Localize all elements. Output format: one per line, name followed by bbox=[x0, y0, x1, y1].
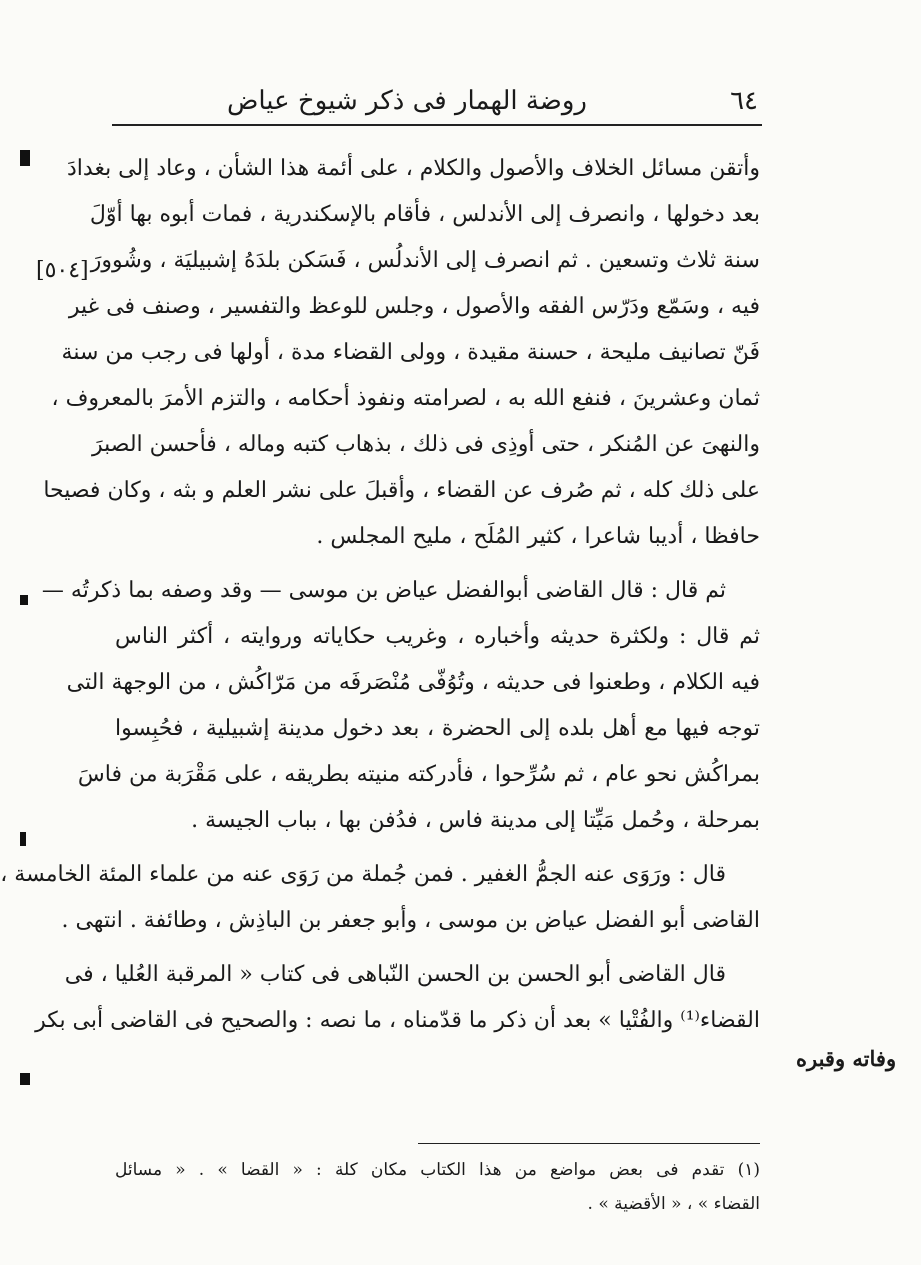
scan-mark bbox=[20, 1073, 30, 1085]
text-line: القاضى أبو الفضل عياض بن موسى ، وأبو جعفر بن الباذِش ، وطائفة . انتهى . bbox=[61, 908, 760, 933]
text-line: توجه فيها مع أهل بلده إلى الحضرة ، بعد دخول مدينة إشبيلية ، فحُبِسوا bbox=[115, 716, 760, 741]
margin-reference: [٥٠٤] bbox=[36, 258, 89, 283]
text-line: ثمان وعشرينَ ، فنفع الله به ، لصرامته ونفوذ أحكامه ، والتزم الأمرَ بالمعروف ، bbox=[51, 386, 760, 411]
text-line: بعد دخولها ، وانصرف إلى الأندلس ، فأقام بالإسكندرية ، فمات أبوه بها أوّلَ bbox=[89, 202, 760, 227]
footnote-line: القضاء » ، « الأقضية » . bbox=[587, 1194, 760, 1214]
text-line: فَنّ تصانيف مليحة ، حسنة مقيدة ، وولى القضاء مدة ، أولها فى رجب من سنة bbox=[61, 340, 760, 365]
text-line: فيه الكلام ، وطعنوا فى حديثه ، وتُوُفّى مُنْصَرفَه من مَرّاكُش ، من الوجهة التى bbox=[66, 670, 760, 695]
page-header bbox=[112, 84, 762, 126]
paragraph bbox=[41, 568, 760, 844]
text-line: ثم قال : ولكثرة حديثه وأخباره ، وغريب حكاياته وروايته ، أكثر الناس bbox=[115, 624, 760, 649]
paragraph bbox=[35, 952, 760, 1044]
running-title: روضة الهمار فى ذكر شيوخ عياض bbox=[226, 86, 587, 116]
text-line: سنة ثلاث وتسعين . ثم انصرف إلى الأندلُس ، فَسَكن بلدَهُ إشبيليَة ، وشُوورَ bbox=[90, 248, 760, 273]
scan-mark bbox=[20, 832, 26, 846]
text-line: القضاء⁽¹⁾ والفُتْيا » بعد أن ذكر ما قدّمناه ، ما نصه : والصحيح فى القاضى أبى بكر bbox=[35, 1008, 760, 1033]
scan-mark bbox=[20, 150, 30, 166]
text-line: قال : ورَوَى عنه الجمُّ الغفير . فمن جُملة من رَوَى عنه من علماء المئة الخامسة ، bbox=[0, 862, 726, 887]
text-line: وأتقن مسائل الخلاف والأصول والكلام ، على أئمة هذا الشأن ، وعاد إلى بغدادَ bbox=[67, 156, 760, 181]
text-line: بمرحلة ، وحُمل مَيِّتا إلى مدينة فاس ، فدُفن بها ، بباب الجيسة . bbox=[191, 808, 760, 833]
text-line: بمراكُش نحو عام ، ثم سُرِّحوا ، فأدركته منيته بطريقه ، على مَقْرَبة من فاسَ bbox=[77, 762, 760, 787]
margin-note: وفاته وقبره bbox=[796, 1046, 897, 1071]
scan-mark bbox=[20, 595, 28, 605]
footnotes bbox=[115, 1153, 760, 1221]
text-line: حافظا ، أديبا شاعرا ، كثير المُلَح ، مليح المجلس . bbox=[316, 524, 760, 549]
footnote-divider bbox=[418, 1143, 760, 1144]
paragraph bbox=[0, 852, 760, 944]
page-number: ٦٤ bbox=[730, 86, 758, 116]
text-line: على ذلك كله ، ثم صُرف عن القضاء ، وأقبلَ على نشر العلم و بثه ، وكان فصيحا bbox=[43, 478, 760, 503]
text-line: قال القاضى أبو الحسن بن الحسن النّباهى فى كتاب « المرقبة العُليا ، فى bbox=[64, 962, 726, 987]
text-line: فيه ، وسَمّع ودَرّس الفقه والأصول ، وجلس للوعظ والتفسير ، وصنف فى غير bbox=[68, 294, 760, 319]
text-line: ثم قال : قال القاضى أبوالفضل عياض بن موسى — وقد وصفه بما ذكرتُه — bbox=[41, 578, 726, 603]
footnote-line: (١) تقدم فى بعض مواضع من هذا الكتاب مكان كلة : « القضا » . « مسائل bbox=[115, 1160, 760, 1180]
text-line: والنهىَ عن المُنكر ، حتى أوذِى فى ذلك ، بذهاب كتبه وماله ، فأحسن الصبرَ bbox=[91, 432, 760, 457]
